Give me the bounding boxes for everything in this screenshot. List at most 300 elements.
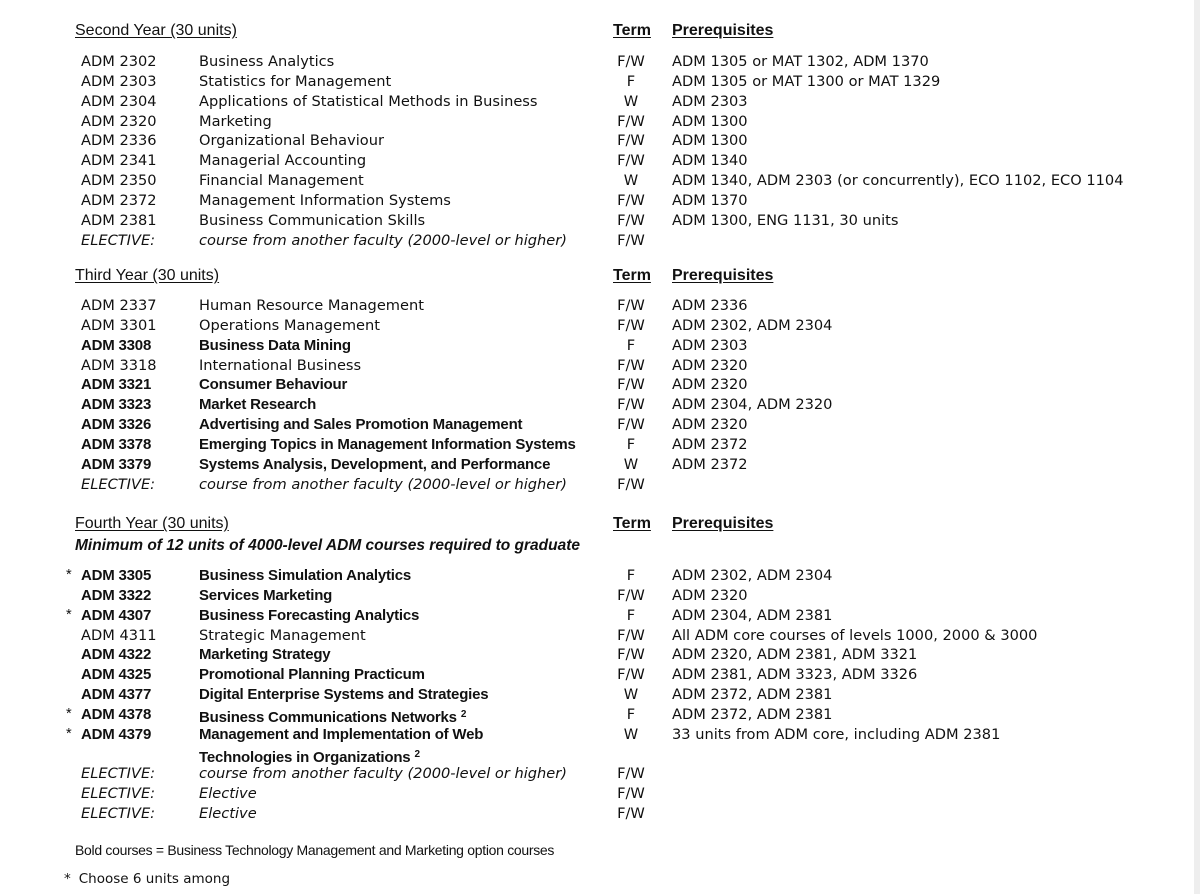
course-name xyxy=(199,191,451,211)
course-list xyxy=(0,566,1200,824)
course-term xyxy=(611,784,651,804)
course-code xyxy=(81,606,151,626)
course-row xyxy=(0,296,1200,316)
footnote xyxy=(64,871,230,887)
course-name xyxy=(199,92,538,112)
course-code-text: ADM 4322 xyxy=(81,646,152,664)
course-term xyxy=(611,764,651,784)
course-code-text: ADM 2303 xyxy=(81,72,157,90)
course-prerequisites xyxy=(672,606,832,626)
course-prerequisites-text: ADM 2372, ADM 2381 xyxy=(672,686,833,704)
third-year-section xyxy=(0,267,1200,493)
course-prerequisites xyxy=(672,725,1000,745)
course-name-text: Consumer Behaviour xyxy=(199,376,348,394)
course-name xyxy=(199,52,334,72)
course-name xyxy=(199,764,567,784)
course-code xyxy=(81,395,151,415)
course-code xyxy=(81,705,151,725)
course-term-text: F/W xyxy=(617,586,645,604)
course-name-text: course from another faculty (2000-level or higher) xyxy=(199,765,567,783)
course-code xyxy=(81,296,157,316)
course-code xyxy=(81,131,157,151)
course-term xyxy=(611,92,651,112)
footnote-marker: * xyxy=(64,871,71,887)
course-term-text: F/W xyxy=(617,132,645,150)
course-name xyxy=(199,665,425,685)
course-name-text: Statistics for Management xyxy=(199,72,392,90)
course-prerequisites-text: ADM 2336 xyxy=(672,297,748,314)
course-name xyxy=(199,316,380,336)
elective-row xyxy=(0,475,1200,495)
course-name-text: Marketing xyxy=(199,112,272,130)
course-term-text: F/W xyxy=(617,356,645,374)
course-code-text: ADM 3318 xyxy=(81,356,157,374)
course-term-text: F/W xyxy=(617,211,645,229)
course-code-text: ELECTIVE: xyxy=(81,805,156,823)
course-term-text: F/W xyxy=(617,416,645,434)
course-name-text: Emerging Topics in Management Information Systems xyxy=(199,435,576,453)
course-prerequisites xyxy=(672,191,748,211)
course-prerequisites-text: ADM 2381, ADM 3323, ADM 3326 xyxy=(672,666,918,684)
course-marker-text: * xyxy=(66,705,72,722)
course-row xyxy=(0,356,1200,376)
course-term xyxy=(611,211,651,231)
course-prerequisites xyxy=(672,356,748,376)
course-name-text: Business Forecasting Analytics xyxy=(199,606,420,624)
course-code-text: ADM 4378 xyxy=(81,705,152,723)
course-name-text: Strategic Management xyxy=(199,626,366,644)
course-code-text: ADM 3323 xyxy=(81,396,152,414)
prerequisites-column-header: Prerequisites xyxy=(672,22,774,39)
course-term-text: W xyxy=(623,686,639,704)
course-term xyxy=(611,112,651,132)
course-name xyxy=(199,375,347,395)
course-marker xyxy=(66,566,72,586)
course-name-text: Advertising and Sales Promotion Management xyxy=(199,416,523,434)
course-prerequisites-text: ADM 2372, ADM 2381 xyxy=(672,705,833,723)
course-code-text: ADM 2304 xyxy=(81,92,157,110)
section-note: Minimum of 12 units of 4000-level ADM courses required to graduate xyxy=(75,537,581,554)
course-name xyxy=(199,784,257,804)
course-code-text: ADM 2350 xyxy=(81,172,157,190)
course-term-text: W xyxy=(623,455,639,473)
course-name-text: Management and Implementation of Web Technologies in Organizations xyxy=(199,725,484,766)
course-prerequisites xyxy=(672,131,748,151)
prerequisites-column-header: Prerequisites xyxy=(672,515,774,532)
course-prerequisites xyxy=(672,112,748,132)
course-term xyxy=(611,171,651,191)
footnote-reference: 2 xyxy=(460,708,467,720)
course-code-text: ADM 2341 xyxy=(81,152,157,170)
course-term-text: F/W xyxy=(617,152,645,170)
course-code-text: ELECTIVE: xyxy=(81,785,156,803)
course-term xyxy=(611,566,651,586)
course-prerequisites-text: ADM 2320 xyxy=(672,356,748,374)
course-prerequisites-text: ADM 2320, ADM 2381, ADM 3321 xyxy=(672,646,918,664)
course-prerequisites xyxy=(672,171,1124,191)
course-row xyxy=(0,336,1200,356)
course-prerequisites-text: ADM 2320 xyxy=(672,586,748,604)
section-title: Fourth Year (30 units) xyxy=(75,515,229,532)
course-term-text: F/W xyxy=(617,316,645,334)
course-term xyxy=(611,645,651,665)
course-code-text: ADM 3301 xyxy=(81,316,157,334)
course-row xyxy=(0,151,1200,171)
course-row xyxy=(0,606,1200,626)
course-prerequisites-text: ADM 1300, ENG 1131, 30 units xyxy=(672,211,899,229)
course-code-text: ADM 3326 xyxy=(81,416,152,434)
course-term xyxy=(611,435,651,455)
course-code xyxy=(81,626,157,646)
course-name xyxy=(199,435,576,455)
course-code xyxy=(81,804,155,824)
course-code xyxy=(81,435,151,455)
course-term-text: F/W xyxy=(617,765,645,783)
course-name xyxy=(199,211,425,231)
course-prerequisites xyxy=(672,626,1037,646)
course-code-text: ADM 4311 xyxy=(81,626,157,644)
course-term xyxy=(611,665,651,685)
course-code-text: ADM 3322 xyxy=(81,586,152,604)
footnote-text: Choose 6 units among xyxy=(78,871,231,887)
course-code-text: ADM 3321 xyxy=(81,376,152,394)
course-term-text: F/W xyxy=(617,297,645,314)
course-term xyxy=(611,296,651,316)
course-prerequisites-text: ADM 2303 xyxy=(672,336,748,354)
course-prerequisites xyxy=(672,52,929,72)
course-term xyxy=(611,395,651,415)
course-name xyxy=(199,356,361,376)
course-name xyxy=(199,112,272,132)
course-row xyxy=(0,92,1200,112)
course-prerequisites-text: ADM 2372 xyxy=(672,455,748,473)
course-code xyxy=(81,191,157,211)
course-prerequisites-text: ADM 1340 xyxy=(672,152,748,170)
course-code xyxy=(81,566,151,586)
course-prerequisites xyxy=(672,665,917,685)
course-name-text: Applications of Statistical Methods in Business xyxy=(199,92,538,110)
course-name xyxy=(199,804,257,824)
section-header xyxy=(0,515,1200,554)
course-prerequisites-text: ADM 2304, ADM 2320 xyxy=(672,396,833,414)
course-prerequisites xyxy=(672,685,832,705)
course-row xyxy=(0,171,1200,191)
course-name-text: Services Marketing xyxy=(199,586,333,604)
course-prerequisites-text: ADM 1305 or MAT 1302, ADM 1370 xyxy=(672,53,929,70)
course-code-text: ELECTIVE: xyxy=(81,231,156,249)
course-row xyxy=(0,705,1200,725)
course-code xyxy=(81,645,151,665)
course-term-text: F/W xyxy=(617,475,645,493)
course-prerequisites xyxy=(672,336,748,356)
section-header xyxy=(0,22,1200,46)
course-code xyxy=(81,112,157,132)
course-prerequisites-text: ADM 2303 xyxy=(672,92,748,110)
course-row xyxy=(0,566,1200,586)
course-term xyxy=(611,72,651,92)
fourth-year-section xyxy=(0,515,1200,823)
course-term-text: F/W xyxy=(617,231,645,249)
course-name xyxy=(199,395,316,415)
course-list xyxy=(0,52,1200,250)
elective-row xyxy=(0,764,1200,784)
course-term-text: F/W xyxy=(617,805,645,823)
course-name xyxy=(199,231,567,251)
course-code-text: ADM 3379 xyxy=(81,455,152,473)
course-code xyxy=(81,316,157,336)
course-row xyxy=(0,586,1200,606)
course-code-text: ADM 3308 xyxy=(81,336,152,354)
bold-legend: Bold courses = Business Technology Management and Marketing option courses xyxy=(75,842,555,858)
course-marker-text: * xyxy=(66,567,72,583)
course-term-text: W xyxy=(623,725,639,743)
course-term-text: F/W xyxy=(617,396,645,414)
course-name-text: Management Information Systems xyxy=(199,191,451,209)
course-name-text: course from another faculty (2000-level or higher) xyxy=(199,475,567,493)
course-term-text: F xyxy=(626,336,636,354)
course-code xyxy=(81,685,151,705)
course-code-text: ADM 2320 xyxy=(81,112,157,130)
course-name-text: Business Communication Skills xyxy=(199,211,426,229)
course-term-text: F/W xyxy=(617,376,645,394)
course-prerequisites xyxy=(672,316,832,336)
course-term xyxy=(611,191,651,211)
course-term xyxy=(611,356,651,376)
course-row xyxy=(0,685,1200,705)
course-marker xyxy=(66,606,72,626)
course-term xyxy=(611,455,651,475)
course-name xyxy=(199,685,488,705)
course-code-text: ADM 4307 xyxy=(81,606,152,624)
course-code-text: ADM 4377 xyxy=(81,686,152,704)
course-prerequisites-text: ADM 2302, ADM 2304 xyxy=(672,316,833,334)
course-name xyxy=(199,606,419,626)
course-name-text: Business Communications Networks xyxy=(199,708,457,726)
course-marker-text: * xyxy=(66,725,72,742)
course-code xyxy=(81,475,155,495)
course-row xyxy=(0,131,1200,151)
course-name-text: Business Data Mining xyxy=(199,336,351,354)
course-term xyxy=(611,151,651,171)
course-name xyxy=(199,72,391,92)
course-prerequisites-text: All ADM core courses of levels 1000, 2000 & 3000 xyxy=(672,626,1038,644)
course-code-text: ELECTIVE: xyxy=(81,765,156,783)
course-code xyxy=(81,375,151,395)
course-code-text: ADM 2337 xyxy=(81,297,157,314)
course-name-text: Business Analytics xyxy=(199,53,335,70)
course-term xyxy=(611,52,651,72)
course-name-text: Operations Management xyxy=(199,316,381,334)
course-term-text: F/W xyxy=(617,191,645,209)
course-prerequisites xyxy=(672,415,748,435)
course-prerequisites-text: ADM 1340, ADM 2303 (or concurrently), ECO 1102, ECO 1104 xyxy=(672,172,1124,190)
course-name-text: Promotional Planning Practicum xyxy=(199,666,425,684)
course-term-text: F xyxy=(626,72,636,90)
course-term xyxy=(611,606,651,626)
course-name-text: Human Resource Management xyxy=(199,297,424,314)
course-prerequisites xyxy=(672,566,832,586)
term-column-header: Term xyxy=(613,515,651,532)
course-prerequisites-text: ADM 2372 xyxy=(672,435,748,453)
course-name xyxy=(199,415,522,435)
course-code xyxy=(81,725,151,745)
course-name-text: International Business xyxy=(199,356,362,374)
course-name-text: Organizational Behaviour xyxy=(199,132,384,150)
course-prerequisites xyxy=(672,151,748,171)
course-code-text: ADM 2381 xyxy=(81,211,157,229)
course-name-text: Business Simulation Analytics xyxy=(199,567,412,584)
course-term-text: F xyxy=(626,705,636,723)
course-marker xyxy=(66,725,72,745)
course-code xyxy=(81,171,157,191)
course-code-text: ADM 3378 xyxy=(81,435,152,453)
course-row xyxy=(0,415,1200,435)
course-code-text: ADM 3305 xyxy=(81,567,152,584)
course-prerequisites xyxy=(672,395,832,415)
course-term-text: F xyxy=(626,606,636,624)
course-prerequisites-text: ADM 1370 xyxy=(672,191,748,209)
course-row xyxy=(0,72,1200,92)
course-code-text: ADM 4325 xyxy=(81,666,152,684)
prerequisites-column-header: Prerequisites xyxy=(672,267,774,284)
course-term xyxy=(611,685,651,705)
course-name-text: Elective xyxy=(199,785,257,803)
course-name-text: Managerial Accounting xyxy=(199,152,367,170)
elective-row xyxy=(0,784,1200,804)
course-name-text: Digital Enterprise Systems and Strategies xyxy=(199,686,489,704)
course-row xyxy=(0,626,1200,646)
course-term xyxy=(611,316,651,336)
course-row xyxy=(0,395,1200,415)
course-code xyxy=(81,72,157,92)
course-row xyxy=(0,375,1200,395)
course-name xyxy=(199,296,424,316)
course-code xyxy=(81,151,157,171)
course-code-text: ADM 2336 xyxy=(81,132,157,150)
course-term-text: F/W xyxy=(617,785,645,803)
course-code-text: ADM 2372 xyxy=(81,191,157,209)
course-term xyxy=(611,725,651,745)
course-prerequisites xyxy=(672,211,898,231)
course-code xyxy=(81,52,157,72)
course-row xyxy=(0,665,1200,685)
course-marker xyxy=(66,705,72,725)
course-code xyxy=(81,211,157,231)
course-name-text: Marketing Strategy xyxy=(199,646,331,664)
course-code xyxy=(81,764,155,784)
course-code xyxy=(81,665,151,685)
course-list xyxy=(0,296,1200,494)
course-code xyxy=(81,455,151,475)
course-term-text: W xyxy=(623,172,639,190)
course-code-text: ADM 2302 xyxy=(81,53,157,70)
course-row xyxy=(0,725,1200,765)
section-title: Second Year (30 units) xyxy=(75,22,237,39)
course-code xyxy=(81,92,157,112)
course-row xyxy=(0,316,1200,336)
course-prerequisites xyxy=(672,375,748,395)
course-name-text: course from another faculty (2000-level or higher) xyxy=(199,231,567,249)
course-marker-text: * xyxy=(66,606,72,623)
course-term xyxy=(611,231,651,251)
course-term-text: F/W xyxy=(617,626,645,644)
course-code xyxy=(81,415,151,435)
course-term xyxy=(611,336,651,356)
course-term-text: F xyxy=(626,567,636,584)
course-prerequisites xyxy=(672,586,748,606)
course-row xyxy=(0,211,1200,231)
course-name xyxy=(199,645,330,665)
course-prerequisites-text: ADM 2320 xyxy=(672,376,748,394)
course-code-text: ADM 4379 xyxy=(81,725,152,743)
course-term-text: F xyxy=(626,435,636,453)
second-year-section xyxy=(0,22,1200,249)
section-title: Third Year (30 units) xyxy=(75,267,220,284)
course-term xyxy=(611,375,651,395)
course-name-text: Elective xyxy=(199,805,257,823)
course-name xyxy=(199,566,411,586)
course-term-text: F/W xyxy=(617,646,645,664)
course-code-text: ELECTIVE: xyxy=(81,475,156,493)
course-prerequisites-text: ADM 1300 xyxy=(672,112,748,130)
course-term xyxy=(611,415,651,435)
course-prerequisites xyxy=(672,296,748,316)
course-row xyxy=(0,435,1200,455)
course-term xyxy=(611,804,651,824)
course-term xyxy=(611,626,651,646)
course-term xyxy=(611,586,651,606)
course-name xyxy=(199,171,364,191)
course-row xyxy=(0,52,1200,72)
course-prerequisites-text: ADM 2304, ADM 2381 xyxy=(672,606,833,624)
course-term xyxy=(611,705,651,725)
course-term-text: W xyxy=(623,92,639,110)
course-name xyxy=(199,626,366,646)
term-column-header: Term xyxy=(613,267,651,284)
course-name xyxy=(199,455,550,475)
course-code xyxy=(81,336,151,356)
course-row xyxy=(0,455,1200,475)
course-term-text: F/W xyxy=(617,53,645,70)
course-prerequisites-text: 33 units from ADM core, including ADM 2381 xyxy=(672,725,1001,743)
course-prerequisites xyxy=(672,92,748,112)
course-row xyxy=(0,112,1200,132)
course-prerequisites xyxy=(672,645,917,665)
term-column-header: Term xyxy=(613,22,651,39)
course-code xyxy=(81,356,157,376)
course-row xyxy=(0,645,1200,665)
course-prerequisites xyxy=(672,435,748,455)
course-name-text: Systems Analysis, Development, and Performance xyxy=(199,455,551,473)
course-prerequisites-text: ADM 1300 xyxy=(672,132,748,150)
course-code xyxy=(81,231,155,251)
course-name xyxy=(199,475,567,495)
course-prerequisites xyxy=(672,455,748,475)
course-prerequisites xyxy=(672,705,832,725)
course-name xyxy=(199,586,332,606)
course-prerequisites xyxy=(672,72,940,92)
course-row xyxy=(0,191,1200,211)
elective-row xyxy=(0,804,1200,824)
elective-row xyxy=(0,231,1200,251)
course-prerequisites-text: ADM 2320 xyxy=(672,416,748,434)
course-name xyxy=(199,151,366,171)
course-name xyxy=(199,131,384,151)
section-header xyxy=(0,267,1200,291)
course-name-text: Financial Management xyxy=(199,172,364,190)
course-term xyxy=(611,131,651,151)
course-name xyxy=(199,336,351,356)
